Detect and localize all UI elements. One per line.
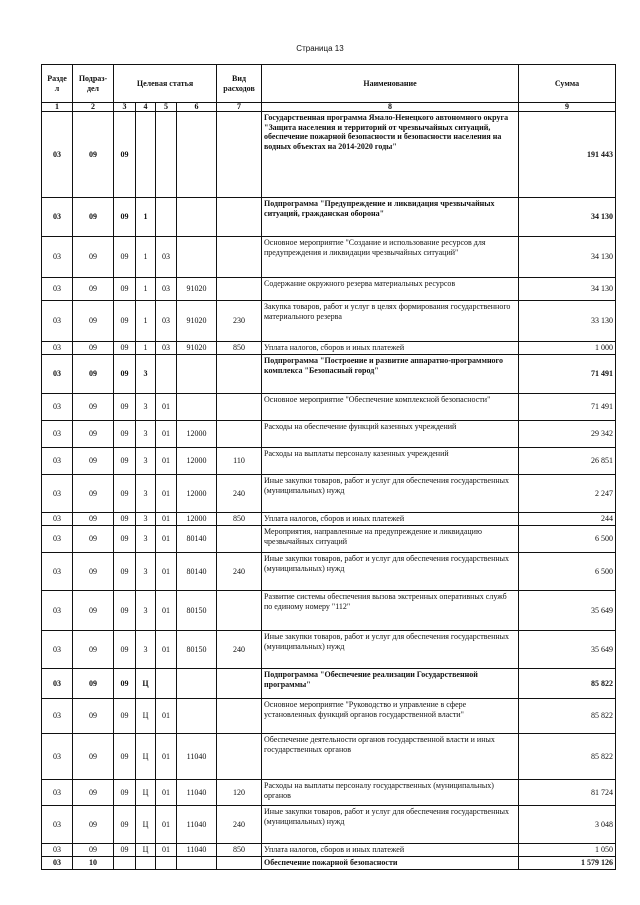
expense-type-cell xyxy=(217,857,262,870)
table-row xyxy=(42,526,616,553)
direction-code-cell: 80150 xyxy=(177,591,217,631)
expense-type-cell xyxy=(217,355,262,394)
activity-code-cell: 01 xyxy=(156,844,177,857)
expense-type-cell: 850 xyxy=(217,844,262,857)
expense-type-cell: 850 xyxy=(217,513,262,526)
header-vid-rashodov: Вид расходов xyxy=(217,65,262,103)
podrazdel-cell: 09 xyxy=(73,699,114,734)
name-cell: Расходы на выплаты персоналу казенных учреждений xyxy=(262,448,519,475)
table-row xyxy=(42,237,616,278)
name-cell: Подпрограмма "Предупреждение и ликвидация чрезвычайных ситуаций, гражданская оборона" xyxy=(262,198,519,237)
table-row xyxy=(42,780,616,806)
expense-type-cell xyxy=(217,669,262,699)
table-row xyxy=(42,421,616,448)
amount-cell: 85 822 xyxy=(519,699,616,734)
table-row xyxy=(42,112,616,198)
activity-code-cell xyxy=(156,857,177,870)
program-code-cell: 09 xyxy=(114,237,136,278)
activity-code-cell: 01 xyxy=(156,513,177,526)
activity-code-cell: 01 xyxy=(156,734,177,780)
razdel-cell: 03 xyxy=(42,513,73,526)
podrazdel-cell: 09 xyxy=(73,513,114,526)
program-code-cell: 09 xyxy=(114,394,136,421)
expense-type-cell xyxy=(217,278,262,301)
amount-cell: 81 724 xyxy=(519,780,616,806)
subprogram-code-cell: Ц xyxy=(136,669,156,699)
name-cell: Иные закупки товаров, работ и услуг для обеспечения государственных (муниципальных) нужд xyxy=(262,631,519,669)
podrazdel-cell: 09 xyxy=(73,278,114,301)
header-row xyxy=(42,65,616,103)
podrazdel-cell: 09 xyxy=(73,553,114,591)
name-cell: Закупка товаров, работ и услуг в целях формирования государственного материального резерва xyxy=(262,301,519,342)
subprogram-code-cell: 3 xyxy=(136,448,156,475)
activity-code-cell: 01 xyxy=(156,448,177,475)
amount-cell: 34 130 xyxy=(519,237,616,278)
expense-type-cell: 240 xyxy=(217,806,262,844)
podrazdel-cell: 09 xyxy=(73,448,114,475)
activity-code-cell xyxy=(156,198,177,237)
podrazdel-cell: 09 xyxy=(73,237,114,278)
activity-code-cell: 03 xyxy=(156,301,177,342)
podrazdel-cell: 09 xyxy=(73,342,114,355)
direction-code-cell xyxy=(177,857,217,870)
direction-code-cell xyxy=(177,669,217,699)
podrazdel-cell: 09 xyxy=(73,421,114,448)
col-number: 9 xyxy=(519,103,616,112)
table-row xyxy=(42,734,616,780)
name-cell: Уплата налогов, сборов и иных платежей xyxy=(262,342,519,355)
col-number: 8 xyxy=(262,103,519,112)
table-row xyxy=(42,198,616,237)
direction-code-cell: 80140 xyxy=(177,553,217,591)
program-code-cell: 09 xyxy=(114,112,136,198)
razdel-cell: 03 xyxy=(42,342,73,355)
direction-code-cell: 11040 xyxy=(177,806,217,844)
program-code-cell: 09 xyxy=(114,844,136,857)
subprogram-code-cell: Ц xyxy=(136,844,156,857)
direction-code-cell: 11040 xyxy=(177,734,217,780)
program-code-cell: 09 xyxy=(114,806,136,844)
direction-code-cell xyxy=(177,699,217,734)
razdel-cell: 03 xyxy=(42,844,73,857)
podrazdel-cell: 09 xyxy=(73,301,114,342)
header-podrazdel: Подраз- дел xyxy=(73,65,114,103)
program-code-cell: 09 xyxy=(114,631,136,669)
subprogram-code-cell: 3 xyxy=(136,526,156,553)
name-cell: Обеспечение деятельности органов государственной власти и иных государственных органов xyxy=(262,734,519,780)
activity-code-cell: 01 xyxy=(156,526,177,553)
amount-cell: 1 000 xyxy=(519,342,616,355)
program-code-cell xyxy=(114,857,136,870)
razdel-cell: 03 xyxy=(42,526,73,553)
program-code-cell: 09 xyxy=(114,513,136,526)
amount-cell: 1 579 126 xyxy=(519,857,616,870)
activity-code-cell: 01 xyxy=(156,553,177,591)
table-row xyxy=(42,553,616,591)
name-cell: Уплата налогов, сборов и иных платежей xyxy=(262,844,519,857)
program-code-cell: 09 xyxy=(114,591,136,631)
subprogram-code-cell xyxy=(136,857,156,870)
table-row xyxy=(42,591,616,631)
amount-cell: 29 342 xyxy=(519,421,616,448)
expense-type-cell: 240 xyxy=(217,475,262,513)
podrazdel-cell: 10 xyxy=(73,857,114,870)
amount-cell: 85 822 xyxy=(519,669,616,699)
table-row xyxy=(42,342,616,355)
activity-code-cell: 01 xyxy=(156,421,177,448)
activity-code-cell: 01 xyxy=(156,806,177,844)
name-cell: Уплата налогов, сборов и иных платежей xyxy=(262,513,519,526)
name-cell: Подпрограмма "Обеспечение реализации Государственной программы" xyxy=(262,669,519,699)
razdel-cell: 03 xyxy=(42,857,73,870)
program-code-cell: 09 xyxy=(114,526,136,553)
podrazdel-cell: 09 xyxy=(73,806,114,844)
program-code-cell: 09 xyxy=(114,198,136,237)
name-cell: Иные закупки товаров, работ и услуг для обеспечения государственных (муниципальных) нужд xyxy=(262,806,519,844)
name-cell: Обеспечение пожарной безопасности xyxy=(262,857,519,870)
subprogram-code-cell: 3 xyxy=(136,631,156,669)
subprogram-code-cell: 1 xyxy=(136,198,156,237)
name-cell: Иные закупки товаров, работ и услуг для обеспечения государственных (муниципальных) нужд xyxy=(262,475,519,513)
name-cell: Государственная программа Ямало-Ненецкого автономного округа "Защита населения и территорий от чрезвычайных ситуаций, обеспечение пожарной безопасности и безопасности населения на водных объектах на 2014-2020 годы" xyxy=(262,112,519,198)
col-number: 1 xyxy=(42,103,73,112)
activity-code-cell xyxy=(156,355,177,394)
direction-code-cell: 91020 xyxy=(177,278,217,301)
razdel-cell: 03 xyxy=(42,278,73,301)
amount-cell: 6 500 xyxy=(519,526,616,553)
amount-cell: 71 491 xyxy=(519,355,616,394)
activity-code-cell: 03 xyxy=(156,237,177,278)
name-cell: Основное мероприятие "Руководство и управление в сфере установленных функций органов государственной власти" xyxy=(262,699,519,734)
amount-cell: 35 649 xyxy=(519,591,616,631)
program-code-cell: 09 xyxy=(114,734,136,780)
expense-type-cell: 240 xyxy=(217,553,262,591)
direction-code-cell: 12000 xyxy=(177,513,217,526)
program-code-cell: 09 xyxy=(114,301,136,342)
podrazdel-cell: 09 xyxy=(73,669,114,699)
activity-code-cell: 01 xyxy=(156,631,177,669)
table-body xyxy=(42,112,616,870)
subprogram-code-cell: Ц xyxy=(136,734,156,780)
subprogram-code-cell: Ц xyxy=(136,699,156,734)
name-cell: Основное мероприятие "Создание и использование ресурсов для предупреждения и ликвидации чрезвычайных ситуаций" xyxy=(262,237,519,278)
podrazdel-cell: 09 xyxy=(73,112,114,198)
col-number: 7 xyxy=(217,103,262,112)
subprogram-code-cell: 1 xyxy=(136,342,156,355)
podrazdel-cell: 09 xyxy=(73,734,114,780)
amount-cell: 3 048 xyxy=(519,806,616,844)
razdel-cell: 03 xyxy=(42,591,73,631)
page-label: Страница 13 xyxy=(296,44,344,53)
amount-cell: 71 491 xyxy=(519,394,616,421)
program-code-cell: 09 xyxy=(114,553,136,591)
col-number: 2 xyxy=(73,103,114,112)
name-cell: Расходы на обеспечение функций казенных учреждений xyxy=(262,421,519,448)
name-cell: Развитие системы обеспечения вызова экстренных оперативных служб по единому номеру "112" xyxy=(262,591,519,631)
razdel-cell: 03 xyxy=(42,198,73,237)
razdel-cell: 03 xyxy=(42,699,73,734)
activity-code-cell xyxy=(156,112,177,198)
name-cell: Подпрограмма "Построение и развитие аппаратно-программного комплекса "Безопасный город" xyxy=(262,355,519,394)
podrazdel-cell: 09 xyxy=(73,394,114,421)
subprogram-code-cell: 3 xyxy=(136,475,156,513)
program-code-cell: 09 xyxy=(114,342,136,355)
subprogram-code-cell: 1 xyxy=(136,301,156,342)
amount-cell: 6 500 xyxy=(519,553,616,591)
subprogram-code-cell: Ц xyxy=(136,780,156,806)
amount-cell: 33 130 xyxy=(519,301,616,342)
podrazdel-cell: 09 xyxy=(73,355,114,394)
direction-code-cell xyxy=(177,198,217,237)
subprogram-code-cell xyxy=(136,112,156,198)
table-row xyxy=(42,394,616,421)
razdel-cell: 03 xyxy=(42,553,73,591)
budget-table xyxy=(41,64,616,870)
table-row xyxy=(42,513,616,526)
podrazdel-cell: 09 xyxy=(73,780,114,806)
subprogram-code-cell: Ц xyxy=(136,806,156,844)
program-code-cell: 09 xyxy=(114,355,136,394)
amount-cell: 34 130 xyxy=(519,278,616,301)
subprogram-code-cell: 3 xyxy=(136,553,156,591)
direction-code-cell xyxy=(177,394,217,421)
direction-code-cell: 12000 xyxy=(177,421,217,448)
name-cell: Содержание окружного резерва материальных ресурсов xyxy=(262,278,519,301)
podrazdel-cell: 09 xyxy=(73,631,114,669)
subprogram-code-cell: 3 xyxy=(136,513,156,526)
direction-code-cell: 12000 xyxy=(177,475,217,513)
expense-type-cell xyxy=(217,526,262,553)
razdel-cell: 03 xyxy=(42,237,73,278)
podrazdel-cell: 09 xyxy=(73,844,114,857)
amount-cell: 85 822 xyxy=(519,734,616,780)
expense-type-cell: 110 xyxy=(217,448,262,475)
expense-type-cell xyxy=(217,421,262,448)
header-celevaya-statya: Целевая статья xyxy=(114,65,217,103)
activity-code-cell: 03 xyxy=(156,342,177,355)
podrazdel-cell: 09 xyxy=(73,591,114,631)
amount-cell: 244 xyxy=(519,513,616,526)
program-code-cell: 09 xyxy=(114,669,136,699)
program-code-cell: 09 xyxy=(114,278,136,301)
header-razdel: Разде л xyxy=(42,65,73,103)
col-number: 4 xyxy=(136,103,156,112)
direction-code-cell: 91020 xyxy=(177,301,217,342)
program-code-cell: 09 xyxy=(114,475,136,513)
expense-type-cell xyxy=(217,394,262,421)
razdel-cell: 03 xyxy=(42,631,73,669)
razdel-cell: 03 xyxy=(42,806,73,844)
subprogram-code-cell: 3 xyxy=(136,394,156,421)
program-code-cell: 09 xyxy=(114,448,136,475)
direction-code-cell xyxy=(177,355,217,394)
activity-code-cell: 01 xyxy=(156,591,177,631)
direction-code-cell: 80140 xyxy=(177,526,217,553)
table-row xyxy=(42,631,616,669)
program-code-cell: 09 xyxy=(114,780,136,806)
table-row xyxy=(42,806,616,844)
table-row xyxy=(42,857,616,870)
direction-code-cell: 91020 xyxy=(177,342,217,355)
table-row xyxy=(42,669,616,699)
expense-type-cell xyxy=(217,699,262,734)
razdel-cell: 03 xyxy=(42,421,73,448)
subprogram-code-cell: 3 xyxy=(136,421,156,448)
table-row xyxy=(42,844,616,857)
razdel-cell: 03 xyxy=(42,669,73,699)
razdel-cell: 03 xyxy=(42,448,73,475)
amount-cell: 26 851 xyxy=(519,448,616,475)
podrazdel-cell: 09 xyxy=(73,526,114,553)
amount-cell: 1 050 xyxy=(519,844,616,857)
table-row xyxy=(42,475,616,513)
activity-code-cell: 03 xyxy=(156,278,177,301)
column-number-row xyxy=(42,103,616,112)
table-row xyxy=(42,278,616,301)
table-row xyxy=(42,355,616,394)
razdel-cell: 03 xyxy=(42,734,73,780)
amount-cell: 2 247 xyxy=(519,475,616,513)
activity-code-cell: 01 xyxy=(156,780,177,806)
activity-code-cell: 01 xyxy=(156,699,177,734)
subprogram-code-cell: 3 xyxy=(136,591,156,631)
razdel-cell: 03 xyxy=(42,475,73,513)
amount-cell: 35 649 xyxy=(519,631,616,669)
col-number: 6 xyxy=(177,103,217,112)
razdel-cell: 03 xyxy=(42,355,73,394)
header-summa: Сумма xyxy=(519,65,616,103)
expense-type-cell xyxy=(217,591,262,631)
expense-type-cell xyxy=(217,198,262,237)
table-row xyxy=(42,699,616,734)
program-code-cell: 09 xyxy=(114,699,136,734)
table-row xyxy=(42,301,616,342)
activity-code-cell: 01 xyxy=(156,475,177,513)
program-code-cell: 09 xyxy=(114,421,136,448)
amount-cell: 191 443 xyxy=(519,112,616,198)
subprogram-code-cell: 1 xyxy=(136,237,156,278)
direction-code-cell: 80150 xyxy=(177,631,217,669)
name-cell: Мероприятия, направленные на предупреждение и ликвидацию чрезвычайных ситуаций xyxy=(262,526,519,553)
podrazdel-cell: 09 xyxy=(73,475,114,513)
table-row xyxy=(42,448,616,475)
col-number: 5 xyxy=(156,103,177,112)
razdel-cell: 03 xyxy=(42,301,73,342)
expense-type-cell: 850 xyxy=(217,342,262,355)
expense-type-cell xyxy=(217,112,262,198)
direction-code-cell: 11040 xyxy=(177,844,217,857)
expense-type-cell xyxy=(217,237,262,278)
direction-code-cell xyxy=(177,237,217,278)
expense-type-cell xyxy=(217,734,262,780)
activity-code-cell xyxy=(156,669,177,699)
direction-code-cell xyxy=(177,112,217,198)
activity-code-cell: 01 xyxy=(156,394,177,421)
expense-type-cell: 120 xyxy=(217,780,262,806)
header-naimenovanie: Наименование xyxy=(262,65,519,103)
expense-type-cell: 240 xyxy=(217,631,262,669)
col-number: 3 xyxy=(114,103,136,112)
podrazdel-cell: 09 xyxy=(73,198,114,237)
subprogram-code-cell: 3 xyxy=(136,355,156,394)
subprogram-code-cell: 1 xyxy=(136,278,156,301)
amount-cell: 34 130 xyxy=(519,198,616,237)
razdel-cell: 03 xyxy=(42,780,73,806)
razdel-cell: 03 xyxy=(42,394,73,421)
name-cell: Расходы на выплаты персоналу государственных (муниципальных) органов xyxy=(262,780,519,806)
name-cell: Основное мероприятие "Обеспечение комплексной безопасности" xyxy=(262,394,519,421)
expense-type-cell: 230 xyxy=(217,301,262,342)
name-cell: Иные закупки товаров, работ и услуг для обеспечения государственных (муниципальных) нужд xyxy=(262,553,519,591)
direction-code-cell: 11040 xyxy=(177,780,217,806)
razdel-cell: 03 xyxy=(42,112,73,198)
direction-code-cell: 12000 xyxy=(177,448,217,475)
